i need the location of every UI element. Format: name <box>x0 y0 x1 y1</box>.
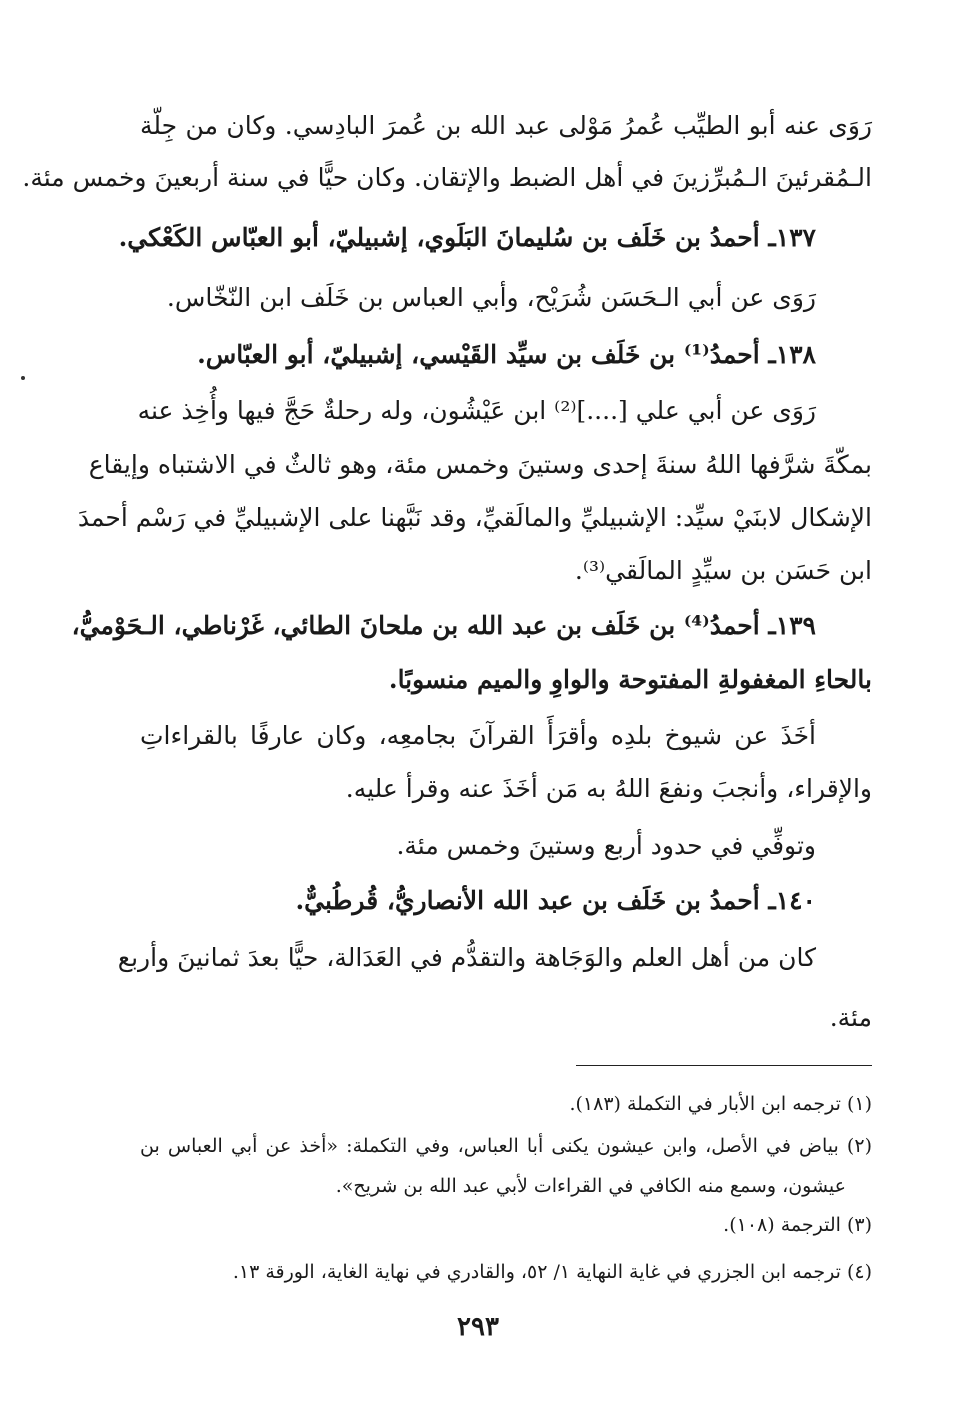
entry-139-heading: ١٣٩ـ أحمدُ⁽⁴⁾ بن خَلَف بن عبد الله بن ملحانَ الطائي، غَرْناطي، الـحَوْميُّ، <box>71 611 816 640</box>
page-number: ٢٩٣ <box>457 1312 499 1342</box>
body-line-6: رَوَى عن أبي علي [....]⁽²⁾ ابن عَيْشُون، وله رحلةٌ حَجَّ فيها وأُخِذ عنه <box>137 396 816 425</box>
footnote-2-cont: عيشون، وسمع منه الكافي في القراءات لأبي عبد الله بن شريح». <box>335 1175 846 1197</box>
body-line-16: كان من أهل العلم والوَجَاهة والتقدُّم في العَدَالة، حيًّا بعدَ ثمانينَ وأربع <box>117 943 816 972</box>
footnote-4: (٤) ترجمه ابن الجزري في غاية النهاية ١/ ٥٢، والقادري في نهاية الغاية، الورقة ١٣. <box>232 1261 872 1283</box>
body-line-7: بمكّةَ شرَّفها اللهُ سنةَ إحدى وستينَ وخمس مئة، وهو ثالثٌ في الاشتباه وإيقاع <box>88 450 872 479</box>
body-line-2: الـمُقرئينَ الـمُبرِّزينَ في أهل الضبط والإتقان. وكان حيًّا في سنة أربعينَ وخمس مئة. <box>22 163 872 192</box>
body-line-9: ابن حَسَن بن سيِّدٍ المالَقي⁽³⁾. <box>574 556 872 585</box>
body-line-17: مئة. <box>829 1003 872 1032</box>
body-line-8: الإشكال لابنَيْ سيِّد: الإشبيليِّ والمالَقيِّ، وقد نَبَّهنا على الإشبيليِّ في رَسْم أحمدَ <box>77 503 872 532</box>
footnote-separator <box>576 1065 872 1066</box>
body-line-12: أخَذَ عن شيوخ بلدِه وأقرَأَ القرآنَ بجامعِه، وكان عارفًا بالقراءاتِ <box>140 721 816 750</box>
entry-139-heading-cont: بالحاءِ المغفولةِ المفتوحة والواوِ والميم منسوبًا. <box>388 665 872 694</box>
entry-140-heading: ١٤٠ـ أحمدُ بن خَلَف بن عبد الله الأنصاريُّ، قُرطُبيٌّ. <box>295 886 816 915</box>
footnote-3: (٣) الترجمة (١٠٨). <box>723 1214 872 1236</box>
body-line-4: رَوَى عن أبي الـحَسَن شُرَيْح، وأبي العباس بن خَلَف ابن النّخّاس. <box>166 283 816 312</box>
footnote-1: (١) ترجمه ابن الأبار في التكملة (١٨٣). <box>569 1093 872 1115</box>
entry-137-heading: ١٣٧ـ أحمدُ بن خَلَف بن سُليمانَ البَلَوي، إشبيليّ، أبو العبّاس الكَعْكي. <box>118 223 816 252</box>
entry-138-heading: ١٣٨ـ أحمدُ⁽¹⁾ بن خَلَف بن سيِّد القَيْسي، إشبيليّ، أبو العبّاس. <box>197 340 816 369</box>
body-line-14: وتوفِّي في حدود أربع وستينَ وخمس مئة. <box>396 831 816 860</box>
body-line-1: رَوَى عنه أبو الطيِّب عُمرُ مَوْلى عبد الله بن عُمرَ البادِسي. وكان من جِلّة <box>140 111 872 140</box>
body-line-13: والإقراء، وأنجبَ ونفعَ اللهُ به مَن أخَذَ عنه وقرأ عليه. <box>345 774 872 803</box>
scan-speck <box>21 376 25 380</box>
footnote-2: (٢) بياض في الأصل، وابن عيشون يكنى أبا العباس، وفي التكملة: «أخذ عن أبي العباس بن <box>140 1135 872 1157</box>
